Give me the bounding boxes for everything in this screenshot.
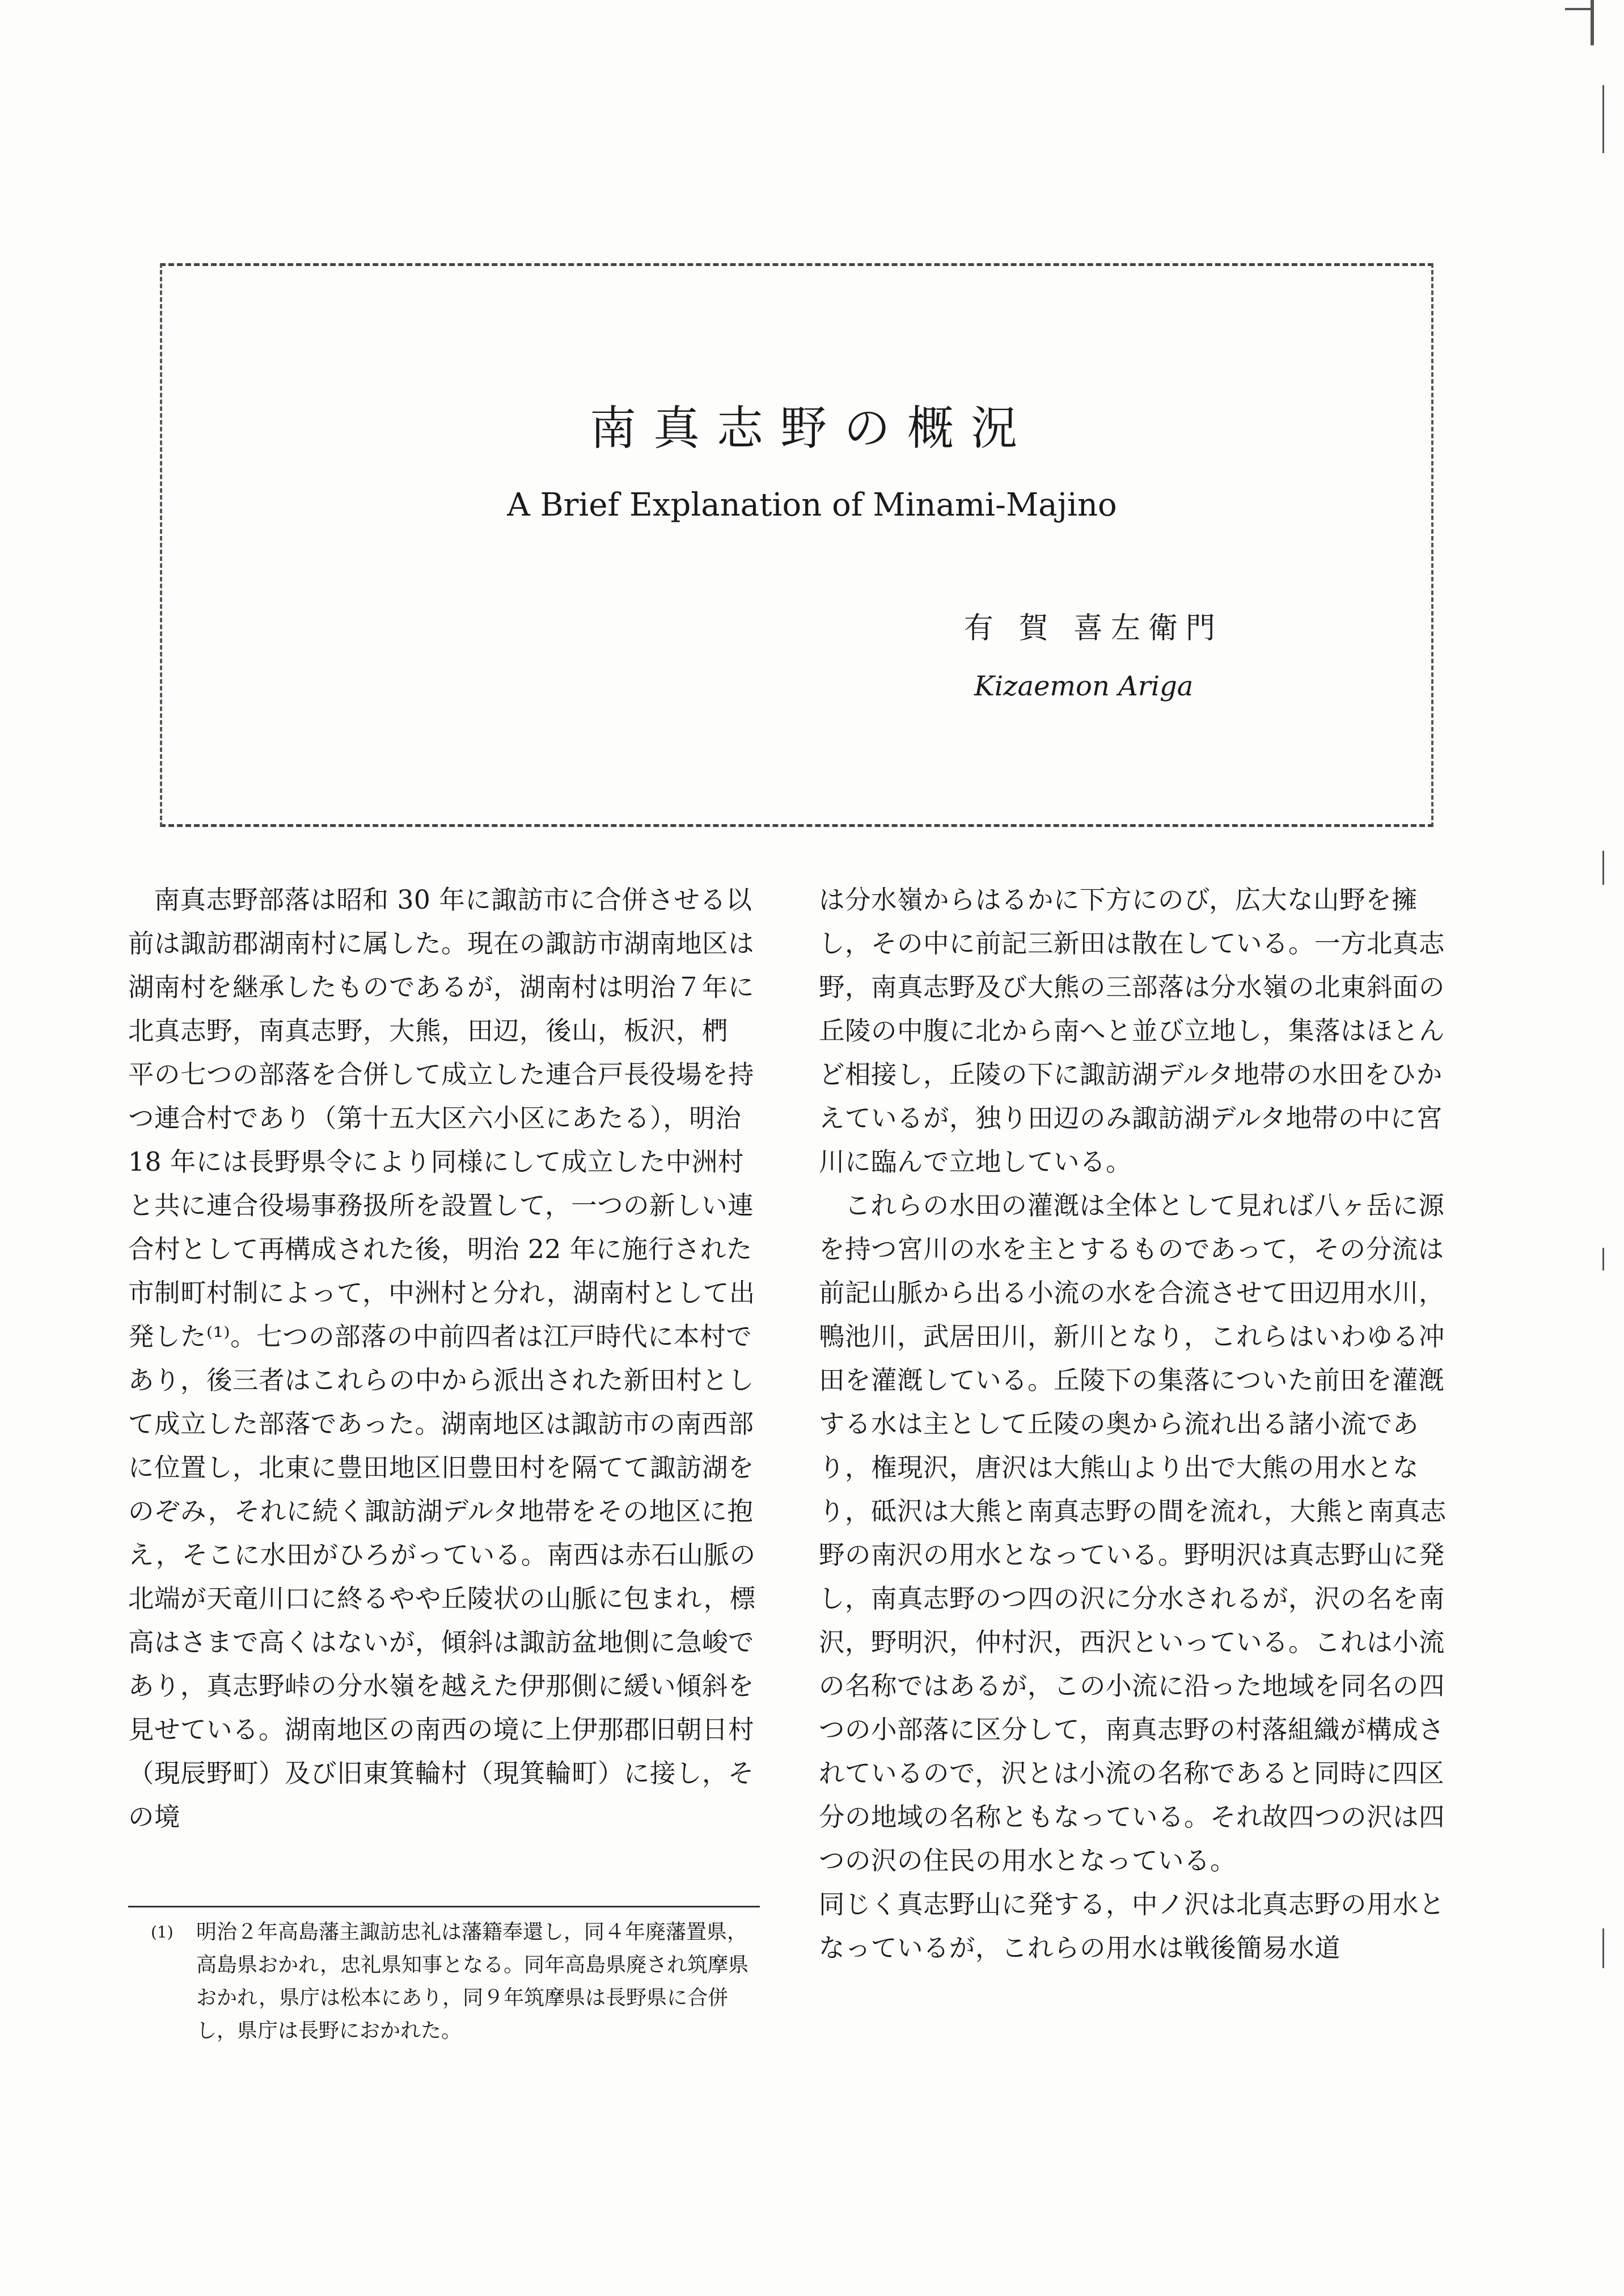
scan-edge-line xyxy=(1591,0,1594,45)
title-frame xyxy=(160,263,1433,827)
author-name: 有 賀 喜左衛門 xyxy=(964,611,1224,645)
scan-edge-line xyxy=(1602,85,1604,153)
footnote-divider xyxy=(128,1906,760,1907)
paragraph: 南真志野部落は昭和 30 年に諏訪市に合併させる以前は諏訪郡湖南村に属した。現在の諏訪市湖南地区は湖南村を継承したものであるが，湖南村は明治７年に北真志野，南真志野，大熊，田辺，後山，板沢，椚 平の七つの部落を合併して成立した連合戸長役場を持つ連合村であり（第十五大区六小区にあたる），明治 18 年には長野県令により同様にして成立した中洲村と共に連合役場事務扱所を設置して，一つの新しい連合村として再構成された後，明治 22 年に施行された市制町村制によって，中洲村と分れ，湖南村として出発した⁽¹⁾。七つの部落の中前四者は江戸時代に本村であり，後三者はこれらの中から派出された新田村として成立した部落であった。湖南地区は諏訪市の南西部に位置し，北東に豊田地区旧豊田村を隔てて諏訪湖をのぞみ，それに続く諏訪湖デルタ地帯をその地区に抱え，そこに水田がひろがっている。南西は赤石山脈の北端が天竜川口に終るやや丘陵状の山脈に包まれ，標高はさまで高くはないが，傾斜は諏訪盆地側に急峻であり，真志野峠の分水嶺を越えた伊那側に緩い傾斜を見せている。湖南地区の南西の境に上伊那郡旧朝日村（現辰野町）及び旧東箕輪村（現箕輪町）に接し，その境 xyxy=(128,885,756,1832)
scan-edge-line xyxy=(1602,1248,1604,1271)
footnote xyxy=(128,1916,760,2048)
scan-edge-line xyxy=(1602,851,1604,885)
footnote-text: 明治２年高島藩主諏訪忠礼は藩籍奉還し，同４年廃藩置県，高島県おかれ，忠礼県知事となる。同年高島県廃され筑摩県おかれ，県庁は松本にあり，同９年筑摩県は長野県に合併し，県庁は長野におかれた。 xyxy=(196,1921,749,2042)
article-title-english: A Brief Explanation of Minami-Majino xyxy=(507,487,1117,524)
paragraph: 同じく真志野山に発する，中ノ沢は北真志野の用水となっているが，これらの用水は戦後簡易水道 xyxy=(819,1889,1445,1963)
footnote-mark: (1) xyxy=(151,1923,174,1942)
scan-edge-line xyxy=(1602,1928,1604,1968)
author-name-english: Kizaemon Ariga xyxy=(974,670,1194,702)
body-column-right xyxy=(819,878,1462,1970)
paragraph: は分水嶺からはるかに下方にのび，広大な山野を擁し，その中に前記三新田は散在している。一方北真志野，南真志野及び大熊の三部落は分水嶺の北東斜面の丘陵の中腹に北から南へと並び立地し，集落はほとんど相接し，丘陵の下に諏訪湖デルタ地帯の水田をひかえているが，独り田辺のみ諏訪湖デルタ地帯の中に宮川に臨んで立地している。 xyxy=(819,885,1445,1177)
body-column-left xyxy=(128,878,760,1839)
paragraph: これらの水田の灌漑は全体として見れば八ヶ岳に源を持つ宮川の水を主とするものであって，その分流は前記山脈から出る小流の水を合流させて田辺用水川，鴨池川，武居田川，新川となり，これらはいわゆる冲田を灌漑している。丘陵下の集落についた前田を灌漑する水は主として丘陵の奥から流れ出る諸小流であり，権現沢，唐沢は大熊山より出で大熊の用水となり，砥沢は大熊と南真志野の間を流れ，大熊と南真志野の南沢の用水となっている。野明沢は真志野山に発し，南真志野のつ四の沢に分水されるが，沢の名を南沢，野明沢，仲村沢，西沢といっている。これは小流の名称ではあるが，この小流に沿った地域を同名の四つの小部落に区分して，南真志野の村落組織が構成されているので，沢とは小流の名称であると同時に四区分の地域の名称ともなっている。それ故四つの沢は四つの沢の住民の用水となっている。 xyxy=(819,1191,1447,1876)
scan-edge-line xyxy=(1565,8,1593,10)
article-title: 南真志野の概況 xyxy=(589,402,1034,455)
